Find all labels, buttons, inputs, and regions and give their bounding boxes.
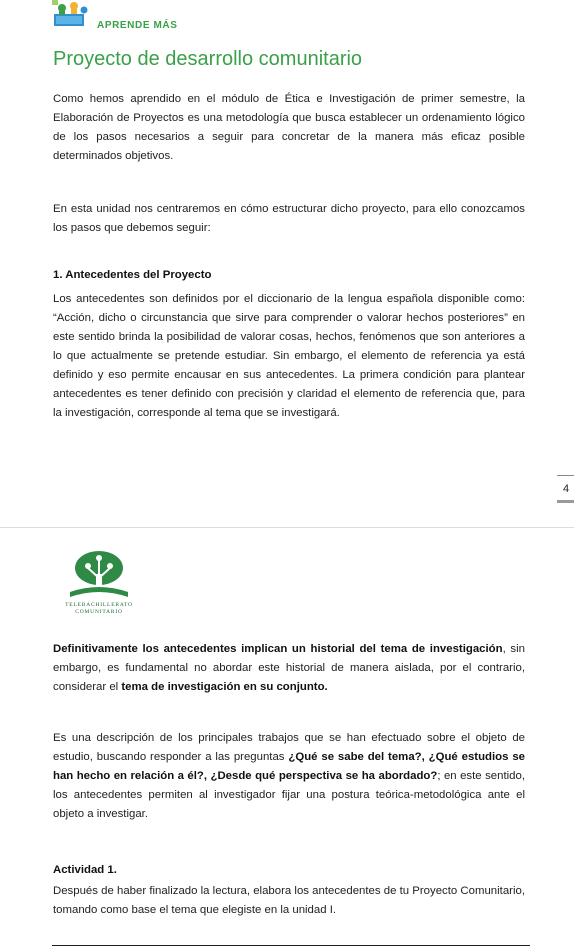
page-title: Proyecto de desarrollo comunitario <box>53 48 363 70</box>
bold-text: tema de investigación en su conjunto. <box>121 681 328 693</box>
section-heading-antecedentes: 1. Antecedentes del Proyecto <box>53 269 212 281</box>
aprende-mas-icon <box>52 0 92 30</box>
telebachillerato-tree-logo <box>62 548 136 600</box>
page-number: 4 <box>563 483 570 495</box>
activity-text: Después de haber finalizado la lectura, elabora los antecedentes de tu Proyecto Comunitario, tomando como base el tema que elegiste en la unidad I. <box>53 885 525 916</box>
intro-paragraph: Como hemos aprendido en el módulo de Ética e Investigación de primer semestre, la Elaboración de Proyectos es una metodología que busca establecer un ordenamiento lógico de los pasos necesarios a seguir para concretar de la manera más eficaz posible determinados objetivos. <box>53 93 525 162</box>
page-number-rule <box>557 475 574 476</box>
bottom-rule <box>52 945 530 946</box>
bold-text: Definitivamente los antecedentes implican un historial del tema de investigación <box>53 643 503 655</box>
plain-text: , sin embargo, es fundamental no abordar este historial de manera aislada, por el contrario, considerar el <box>53 643 525 693</box>
section-tag: APRENDE MÁS <box>97 20 178 31</box>
page-number-bar <box>557 500 574 503</box>
activity-heading: Actividad 1. <box>53 864 117 876</box>
logo-text-line2: COMUNITARIO <box>75 609 123 615</box>
bold-questions: ¿Qué se sabe del tema?, ¿Qué estudios se han hecho en relación a él?, ¿Desde qué perspectiva se ha abordado? <box>53 751 525 782</box>
second-paragraph: En esta unidad nos centraremos en cómo estructurar dicho proyecto, para ello conozcamos los pasos que debemos seguir: <box>53 203 525 234</box>
page-break <box>0 527 574 528</box>
logo-text-line1: TELEBACHILLERATO <box>65 602 133 608</box>
plain-text: ; en este sentido, los antecedentes permiten al investigador fijar una postura teórica-metodológica ante el objeto a investigar. <box>53 770 525 820</box>
descripcion-paragraph <box>53 729 525 824</box>
historial-paragraph <box>53 640 525 697</box>
antecedentes-paragraph: Los antecedentes son definidos por el diccionario de la lengua española disponible como: “Acción, dicho o circunstancia que sirve para comprender o valorar hechos posteriores” en este sentido brinda la posibilidad de valorar cosas, hechos, fenómenos que son anteriores a lo que actualmente se pretende estudiar. Sin embargo, el elemento de referencia ya está definido y eso permite encausar en sus antecedentes. La primera condición para plantear antecedentes es tener definido con precisión y claridad el elemento de referencia que, para la investigación, corresponde al tema que se investigará. <box>53 293 525 419</box>
logo-caption <box>54 602 144 616</box>
plain-text: Es una descripción de los principales trabajos que se han efectuado sobre el objeto de estudio, buscando responder a las preguntas <box>53 732 525 763</box>
